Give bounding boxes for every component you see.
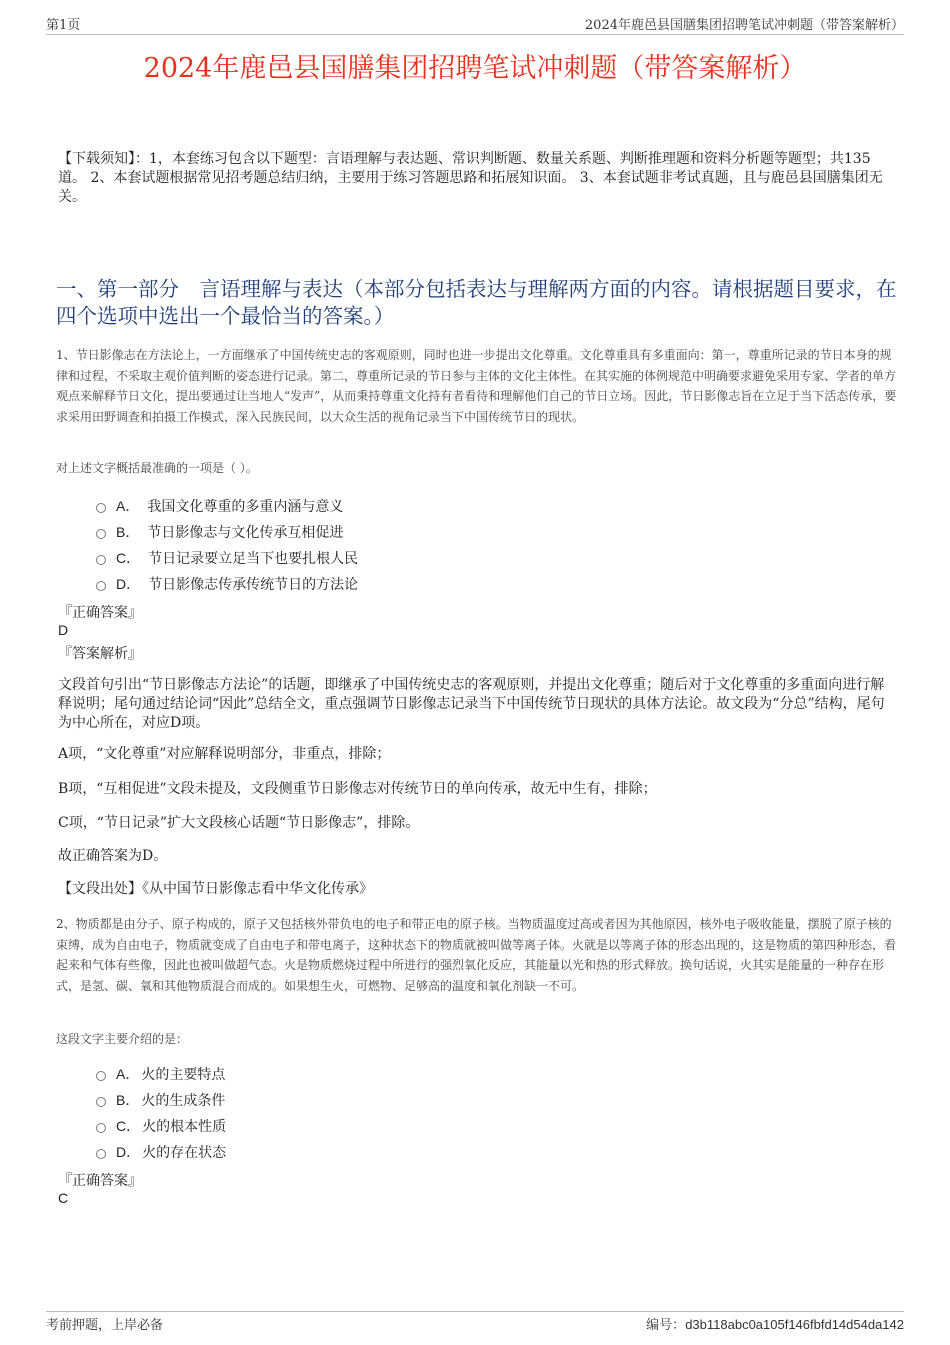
analysis-paragraph: B项，“互相促进”文段未提及，文段侧重节日影像志对传统节日的单向传承，故无中生有，排除； [58, 781, 657, 797]
option-text: 节日影像志传承传统节日的方法论 [148, 577, 359, 593]
question-2-prompt: 这段文字主要介绍的是： [56, 1032, 189, 1046]
question-1-passage: 1、节日影像志在方法论上，一方面继承了中国传统史志的客观原则，同时也进一步提出文化尊重。文化尊重具有多重面向：第一，尊重所记录的节日本身的规律和过程，不采取主观价值判断的姿态进行记录。第二，尊重所记录的节日参与主体的文化主体性。在其实施的体例规范中明确要求避免采用专家、学者的单方观点来解释节日文化，提出要通过让当地人“发声”，从而秉持尊重文化持有者看待和理解他们自己的节日立场。因此，节日影像志旨在立足于当下活态传承，要求采用田野调查和拍摄工作模式，深入民族民间，以大众生活的视角记录当下中国传统节日的现状。 [56, 348, 897, 424]
option-letter: C． [116, 550, 141, 566]
option-letter: A． [116, 1066, 140, 1082]
question-1-option-d[interactable] [96, 574, 358, 594]
header-doc-title: 2024年鹿邑县国膳集团招聘笔试冲刺题（带答案解析） [584, 18, 904, 33]
radio-icon[interactable] [96, 1071, 106, 1081]
page-title: 2024年鹿邑县国膳集团招聘笔试冲刺题（带答案解析） [143, 53, 807, 84]
radio-icon[interactable] [96, 1149, 106, 1159]
footer-code-label: 编号： [646, 1318, 686, 1333]
question-2-option-d[interactable] [96, 1142, 226, 1162]
question-1-prompt: 对上述文字概括最准确的一项是（ ）。 [56, 461, 258, 475]
question-2-passage: 2、物质都是由分子、原子构成的，原子又包括核外带负电的电子和带正电的原子核。当物质温度过高或者因为其他原因，核外电子吸收能量，摆脱了原子核的束缚，成为自由电子，物质就变成了自由电子和带电离子，这种状态下的物质就被叫做等离子体。火就是以等离子体的形态出现的，这是物质的第四种形态，看起来和气体有些像，因此也被叫做超气态。火是物质燃烧过程中所进行的强烈氧化反应，其能量以光和热的形式释放。换句话说，火其实是能量的一种存在形式，是氢、碳、氧和其他物质混合而成的。如果想生火，可燃物、足够高的温度和氧化剂缺一不可。 [56, 917, 897, 993]
analysis-paragraph: C项，“节日记录”扩大文段核心话题“节日影像志”，排除。 [58, 815, 420, 831]
radio-icon[interactable] [96, 529, 106, 539]
option-text: 火的根本性质 [142, 1119, 227, 1135]
footer-code [646, 1314, 904, 1333]
section-heading: 一、第一部分 言语理解与表达（本部分包括表达与理解两方面的内容。请根据题目要求，在四个选项中选出一个最恰当的答案。） [56, 277, 897, 328]
option-text: 火的主要特点 [141, 1067, 226, 1083]
question-1-option-c[interactable] [96, 548, 358, 568]
header-divider [46, 34, 904, 35]
option-text: 节日记录要立足当下也要扎根人民 [148, 551, 359, 567]
question-2-option-a[interactable] [96, 1064, 225, 1084]
option-letter: B． [116, 1092, 140, 1108]
option-letter: C． [116, 1118, 141, 1134]
option-letter: D． [116, 576, 141, 592]
radio-icon[interactable] [96, 503, 106, 513]
option-text: 我国文化尊重的多重内涵与意义 [147, 499, 344, 515]
footer-divider [46, 1311, 904, 1312]
question-1-option-b[interactable] [96, 522, 343, 542]
question-2-option-c[interactable] [96, 1116, 226, 1136]
option-text: 火的生成条件 [141, 1093, 226, 1109]
source-citation: 【文段出处】《从中国节日影像志看中华文化传承》 [58, 881, 373, 897]
page-number: 第1页 [46, 18, 81, 33]
analysis-paragraph: A项，“文化尊重”对应解释说明部分，非重点，排除； [58, 746, 391, 762]
radio-icon[interactable] [96, 555, 106, 565]
question-2-option-b[interactable] [96, 1090, 225, 1110]
option-letter: B． [116, 524, 140, 540]
question-1-option-a[interactable] [96, 496, 343, 516]
option-text: 火的存在状态 [142, 1145, 227, 1161]
option-letter: D． [116, 1144, 141, 1160]
analysis-paragraph: 文段首句引出“节日影像志方法论”的话题，即继承了中国传统史志的客观原则，并提出文化尊重；随后对于文化尊重的多重面向进行解释说明；尾句通过结论词“因此”总结全文，重点强调节日影像志记录当下中国传统节日现状的具体方法论。故文段为“分总”结构，尾句为中心所在，对应D项。 [58, 677, 885, 731]
question-1-answer: D [58, 622, 69, 638]
option-text: 节日影像志与文化传承互相促进 [147, 525, 344, 541]
question-1-answer-label: 『正确答案』 [58, 605, 142, 621]
question-2-answer: C [58, 1190, 69, 1206]
question-2-answer-label: 『正确答案』 [58, 1173, 142, 1189]
question-1-analysis-label: 『答案解析』 [58, 646, 142, 662]
option-letter: A． [116, 498, 140, 514]
footer-slogan: 考前押题，上岸必备 [46, 1318, 164, 1333]
radio-icon[interactable] [96, 1123, 106, 1133]
radio-icon[interactable] [96, 581, 106, 591]
download-notice: 【下载须知】：1，本套练习包含以下题型：言语理解与表达题、常识判断题、数量关系题、判断推理题和资料分析题等题型；共135道。 2、本套试题根据常见招考题总结归纳，主要用于练习答题思路和拓展知识面。 3、本套试题非考试真题，且与鹿邑县国膳集团无关。 [58, 151, 883, 205]
radio-icon[interactable] [96, 1097, 106, 1107]
analysis-paragraph: 故正确答案为D。 [58, 848, 168, 864]
footer-code-value: d3b118abc0a105f146fbfd14d54da142 [685, 1317, 904, 1332]
